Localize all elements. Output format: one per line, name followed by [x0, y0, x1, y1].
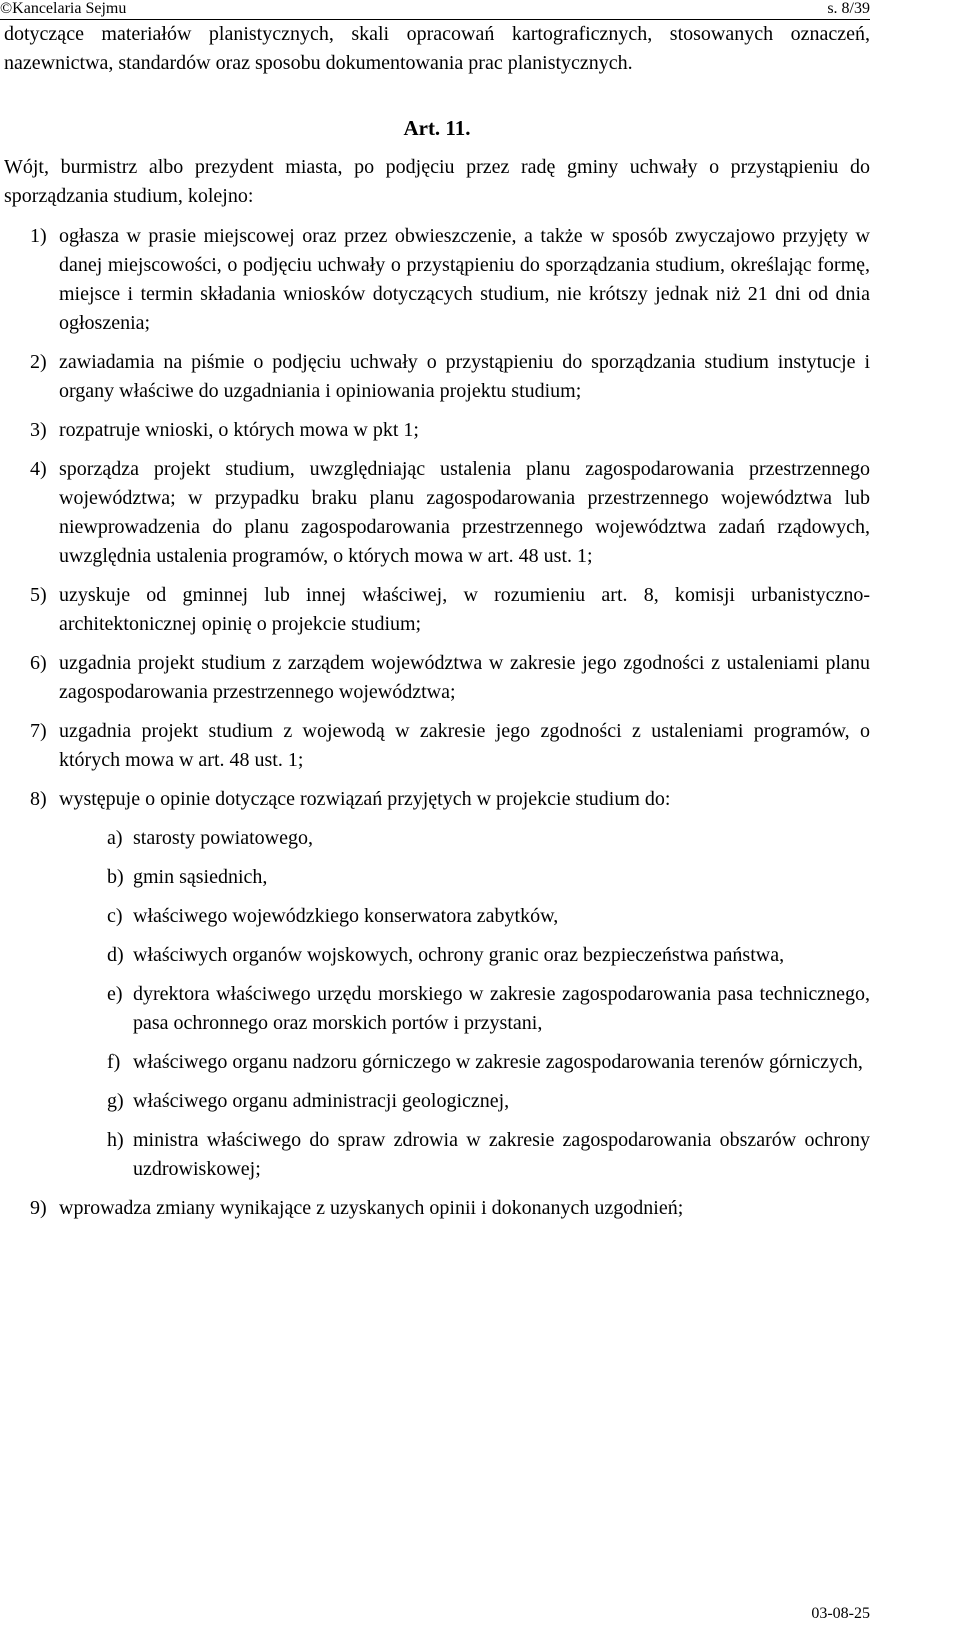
item-text: występuje o opinie dotyczące rozwiązań przyjętych w projekcie studium do:: [59, 788, 671, 810]
item-number: 2): [30, 351, 47, 373]
sub-list-item: [107, 863, 870, 892]
sub-item-letter: d): [107, 944, 124, 966]
item-number: 8): [30, 788, 47, 810]
sub-item-letter: g): [107, 1090, 124, 1112]
intro-paragraph: dotyczące materiałów planistycznych, skali opracowań kartograficznych, stosowanych oznaczeń, nazewnictwa, standardów oraz sposobu dokumentowania prac planistycznych.: [4, 23, 870, 74]
sub-list-item: [107, 1126, 870, 1184]
sub-item-text: właściwych organów wojskowych, ochrony granic oraz bezpieczeństwa państwa,: [133, 944, 785, 966]
sub-list-item: [107, 980, 870, 1038]
copyright-label: ©Kancelaria Sejmu: [0, 0, 127, 17]
sub-list-item: [107, 902, 870, 931]
sub-item-text: właściwego organu administracji geologicznej,: [133, 1090, 510, 1112]
list-item: [30, 416, 870, 445]
sub-item-text: ministra właściwego do spraw zdrowia w zakresie zagospodarowania obszarów ochrony uzdrowiskowej;: [133, 1129, 870, 1180]
sub-item-text: starosty powiatowego,: [133, 827, 313, 849]
sub-item-letter: e): [107, 983, 123, 1005]
list-item: [30, 455, 870, 571]
item-number: 1): [30, 225, 47, 247]
sub-list-item: [107, 824, 870, 853]
sub-item-text: dyrektora właściwego urzędu morskiego w zakresie zagospodarowania pasa technicznego, pasa ochronnego oraz morskich portów i przystani,: [133, 983, 870, 1034]
item-text: rozpatruje wnioski, o których mowa w pkt 1;: [59, 419, 419, 441]
sub-list-item: [107, 1048, 870, 1077]
item-number: 9): [30, 1197, 47, 1219]
item-text: zawiadamia na piśmie o podjęciu uchwały o przystąpieniu do sporządzania studium instytucje i organy właściwe do uzgadniania i opiniowania projektu studium;: [59, 351, 870, 402]
sub-item-text: gmin sąsiednich,: [133, 866, 268, 888]
page-footer-date: 03-08-25: [811, 1605, 870, 1622]
sub-item-text: właściwego wojewódzkiego konserwatora zabytków,: [133, 905, 559, 927]
sub-item-letter: a): [107, 827, 123, 849]
list-item: [30, 649, 870, 707]
list-item: [30, 785, 870, 814]
item-number: 3): [30, 419, 47, 441]
sub-item-letter: b): [107, 866, 124, 888]
item-number: 7): [30, 720, 47, 742]
sub-list-item: [107, 941, 870, 970]
article-title: Art. 11.: [403, 116, 471, 140]
item-number: 5): [30, 584, 47, 606]
sub-item-letter: c): [107, 905, 123, 927]
list-item: [30, 717, 870, 775]
sub-list-item: [107, 1087, 870, 1116]
sub-item-letter: f): [107, 1051, 121, 1073]
list-item: [30, 581, 870, 639]
item-number: 6): [30, 652, 47, 674]
item-text: sporządza projekt studium, uwzględniając ustalenia planu zagospodarowania przestrzennego województwa; w przypadku braku planu zagospodarowania przestrzennego województwa lub niewprowadzenia do planu zagospodarowania przestrzennego województwa zadań rządowych, uwzględnia ustalenia programów, o których mowa w art. 48 ust. 1;: [59, 458, 870, 567]
sub-item-letter: h): [107, 1129, 124, 1151]
list-item: [30, 222, 870, 338]
sub-items: [4, 824, 870, 1184]
list-item: [30, 1194, 870, 1223]
article-items: [4, 222, 870, 1223]
item-text: uzgadnia projekt studium z zarządem województwa w zakresie jego zgodności z ustaleniami planu zagospodarowania przestrzennego województwa;: [59, 652, 870, 703]
item-text: ogłasza w prasie miejscowej oraz przez obwieszczenie, a także w sposób zwyczajowo przyjęty w danej miejscowości, o podjęciu uchwały o przystąpieniu do sporządzania studium, określając formę, miejsce i termin składania wniosków dotyczących studium, nie krótszy jednak niż 21 dni od dnia ogłoszenia;: [59, 225, 870, 334]
item-text: wprowadza zmiany wynikające z uzyskanych opinii i dokonanych uzgodnień;: [59, 1197, 684, 1219]
page-number: s. 8/39: [827, 0, 870, 17]
list-item: [30, 348, 870, 406]
item-number: 4): [30, 458, 47, 480]
item-text: uzyskuje od gminnej lub innej właściwej, w rozumieniu art. 8, komisji urbanistyczno-architektonicznej opinię o projekcie studium;: [59, 584, 870, 635]
page-header: [0, 0, 870, 20]
article-lead: Wójt, burmistrz albo prezydent miasta, po podjęciu przez radę gminy uchwały o przystąpieniu do sporządzania studium, kolejno:: [4, 156, 870, 207]
item-text: uzgadnia projekt studium z wojewodą w zakresie jego zgodności z ustaleniami programów, o których mowa w art. 48 ust. 1;: [59, 720, 870, 771]
sub-item-text: właściwego organu nadzoru górniczego w zakresie zagospodarowania terenów górniczych,: [133, 1051, 863, 1073]
document-body: [4, 20, 870, 1233]
